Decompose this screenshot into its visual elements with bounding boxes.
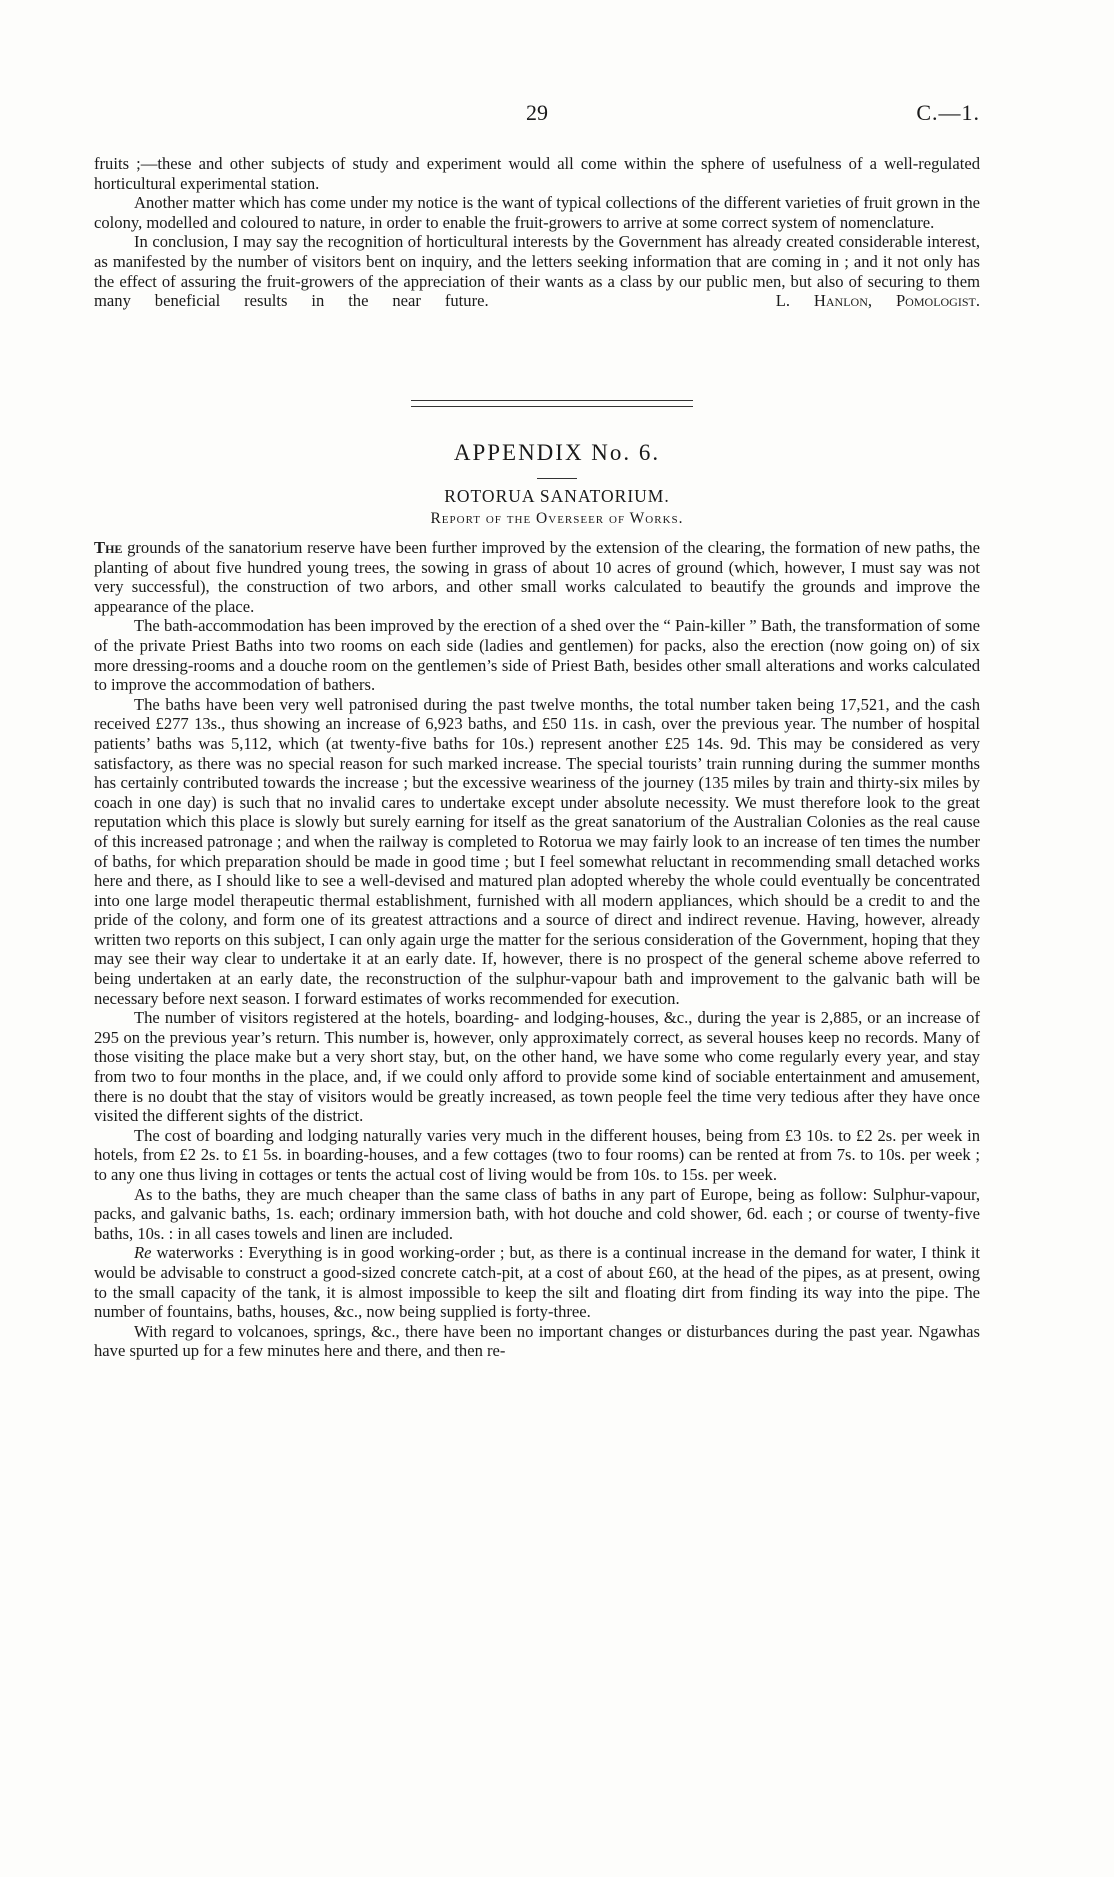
report-paragraph-3: The baths have been very well patronised during the past twelve months, the total number taken being 17,521, and the cash received £277 13s., thus showing an increase of 6,923 baths, and £50 11s. in cash, over the previous year. The number of hospital patients’ baths was 5,112, which (at twenty-five baths for 10s.) represent another £25 14s. 9d. This may be considered as very satisfactory, as there was no special reason for such marked increase. The special tourists’ train running during the summer months has certainly contributed towards the increase ; but the excessive weariness of the journey (135 miles by train and thirty-six miles by coach in one day) is such that no invalid cares to undertake except under absolute necessity. We must therefore look to the great reputation which this place is slowly but surely earning for itself as the great sanatorium of the Australian Colonies as the real cause of this increased patronage ; and when the railway is completed to Rotorua we may fairly look to an increase of ten times the number of baths, for which preparation should be made in good time ; but I feel somewhat reluctant in recommending small detached works here and there, as I should like to see a well-devised and matured plan adopted whereby the whole could eventually be concentrated into one large model therapeutic thermal establishment, furnished with all modern appliances, which should be a credit to and the pride of the colony, and form one of its greatest attractions and a source of direct and indirect revenue. Having, however, already written two reports on this subject, I can only again urge the matter for the serious consideration of the Government, hoping that they may see their way clear to undertake it at an early date. If, however, there is no prospect of the general scheme above referred to being undertaken at an early date, the reconstruction of the sulphur-vapour bath and improvement to the galvanic bath will be necessary before next season. I forward estimates of works recommended for execution.	[94, 694, 980, 1008]
document-code: C.—1.	[916, 100, 980, 125]
report-text	[94, 538, 980, 1361]
intro-paragraph-3-text: In conclusion, I may say the recognition of horticultural interests by the Government has already created considerable interest, as manifested by the number of visitors bent on inquiry, and the letters seeking information that are coming in ; and it not only has the effect of assuring the fruit-growers of the appreciation of their wants as a class by our public men, but also of securing to them many beneficial results in the near future.	[94, 232, 980, 311]
intro-paragraph-3	[94, 232, 980, 310]
report-paragraph-1-text: grounds of the sanatorium reserve have been further improved by the extension of the clearing, the formation of new paths, the planting of about five hundred young trees, the sowing in grass of about 10 acres of ground (which, however, I must say was not very successful), the construction of two arbors, and other small works calculated to beautify the grounds and improve the appearance of the place.	[94, 538, 980, 616]
report-paragraph-5: The cost of boarding and lodging naturally varies very much in the different houses, being from £3 10s. to £2 2s. per week in hotels, from £2 2s. to £1 5s. in boarding-houses, and a few cottages (two to four rooms) can be rented at from 7s. to 10s. per week ; to any one thus living in cottages or tents the actual cost of living would be from 10s. to 15s. per week.	[94, 1125, 980, 1184]
title-rule	[537, 478, 577, 479]
report-paragraph-7	[94, 1243, 980, 1321]
page-number: 29	[526, 100, 548, 125]
section-title: ROTORUA SANATORIUM.	[444, 486, 670, 506]
report-paragraph-4: The number of visitors registered at the hotels, boarding- and lodging-houses, &c., during the year is 2,885, or an increase of 295 on the previous year’s return. This number is, however, only approximately correct, as several houses keep no records. Many of those visiting the place make but a very short stay, but, on the other hand, we have some who come regularly every year, and stay from two to four months in the place, and, if we could only afford to provide some kind of sociable entertainment and amusement, there is no doubt that the stay of visitors would be greatly increased, as town people feel the time very tedious after they have once visited the different sights of the district.	[94, 1008, 980, 1126]
section-subtitle: Report of the Overseer of Works.	[430, 510, 684, 527]
intro-paragraph-1: fruits ;—these and other subjects of study and experiment would all come within the sphere of usefulness of a well-regulated horticultural experimental station.	[94, 154, 980, 193]
report-paragraph-7-lead: Re	[134, 1243, 152, 1263]
report-paragraph-2: The bath-accommodation has been improved by the erection of a shed over the “ Pain-killer ” Bath, the transformation of some of the private Priest Baths into two rooms on each side (ladies and gentlemen) for packs, also the erection (now going on) of six more dressing-rooms and a douche room on the gentlemen’s side of Priest Bath, besides other small alterations and works calculated to improve the accommodation of bathers.	[94, 616, 980, 695]
intro-text	[94, 154, 980, 311]
report-paragraph-1	[94, 538, 980, 616]
signature: L. Hanlon, Pomologist.	[775, 291, 980, 311]
report-paragraph-1-lead: The	[94, 538, 123, 557]
appendix-title: APPENDIX No. 6.	[453, 440, 661, 465]
report-paragraph-7-text: waterworks : Everything is in good working-order ; but, as there is a continual increase in the demand for water, I think it would be advisable to construct a good-sized concrete catch-pit, at a cost of about £60, at the head of the pipes, as at present, owing to the small capacity of the tank, it is almost impossible to keep the silt and floating dirt from finding its way into the pipe. The number of fountains, baths, houses, &c., now being supplied is forty-three.	[94, 1243, 980, 1322]
report-paragraph-6: As to the baths, they are much cheaper than the same class of baths in any part of Europe, being as follow: Sulphur-vapour, packs, and galvanic baths, 1s. each; ordinary immersion bath, with hot douche and cold shower, 6d. each ; or course of twenty-five baths, 10s. : in all cases towels and linen are included.	[94, 1184, 980, 1243]
intro-paragraph-2: Another matter which has come under my notice is the want of typical collections of the different varieties of fruit grown in the colony, modelled and coloured to nature, in order to enable the fruit-growers to arrive at some correct system of nomenclature.	[94, 193, 980, 232]
page-header	[94, 100, 980, 130]
section-divider	[411, 400, 693, 407]
report-paragraph-8: With regard to volcanoes, springs, &c., there have been no important changes or disturbances during the past year. Ngawhas have spurted up for a few minutes here and there, and then re-	[94, 1321, 980, 1361]
